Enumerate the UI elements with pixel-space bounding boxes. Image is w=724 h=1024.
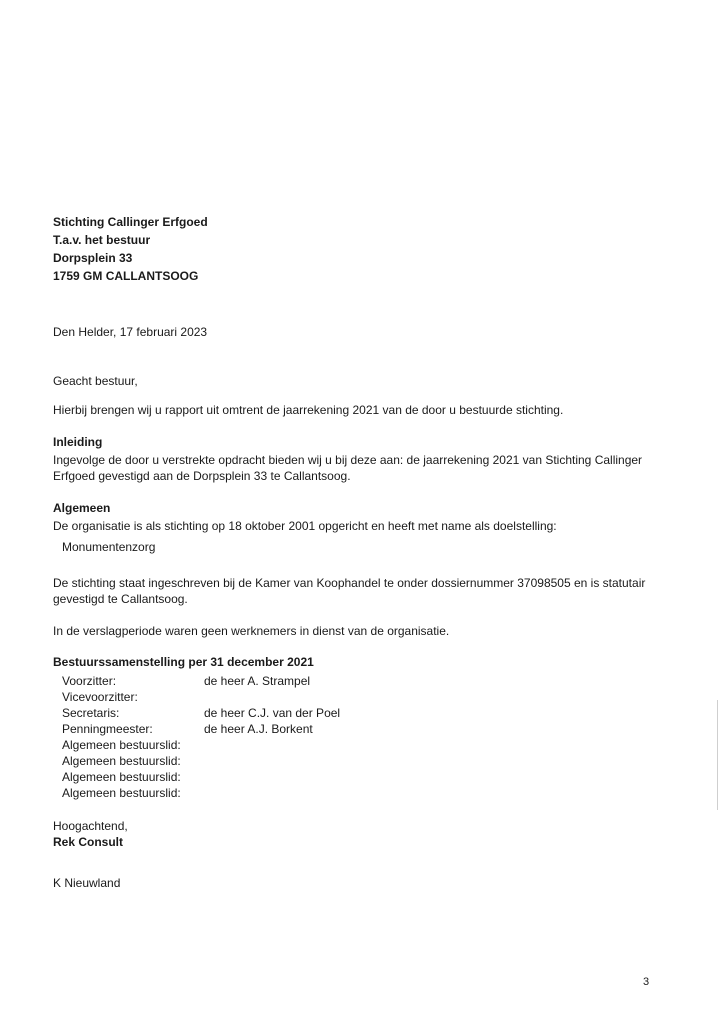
address-line-attention: T.a.v. het bestuur (53, 233, 151, 247)
board-role: Algemeen bestuurslid: (62, 786, 181, 800)
intro-paragraph: Hierbij brengen wij u rapport uit omtrent de jaarrekening 2021 van de door u bestuurde stichting. (53, 403, 564, 417)
scan-edge-mark (717, 700, 718, 810)
address-line-street: Dorpsplein 33 (53, 251, 133, 265)
board-role: Algemeen bestuurslid: (62, 738, 181, 752)
board-role: Vicevoorzitter: (62, 690, 138, 704)
registration-paragraph: De stichting staat ingeschreven bij de Kamer van Koophandel te onder dossiernummer 37098505 en is statutair gevestigd te Callantsoog. (53, 576, 646, 606)
board-row (53, 689, 673, 705)
board-row (53, 753, 673, 769)
board-role: Algemeen bestuurslid: (62, 754, 181, 768)
address-line-organization: Stichting Callinger Erfgoed (53, 215, 208, 229)
section-inleiding (53, 434, 673, 484)
board-row (53, 673, 673, 689)
page-number: 3 (643, 976, 650, 988)
section-algemeen (53, 500, 673, 555)
salutation: Geacht bestuur, (53, 374, 138, 388)
board-member-name: de heer A. Strampel (204, 674, 311, 688)
algemeen-goal: Monumentenzorg (62, 540, 156, 554)
board-row (53, 721, 673, 737)
employees-paragraph: In de verslagperiode waren geen werknemers in dienst van de organisatie. (53, 624, 450, 638)
signer-name: K Nieuwland (53, 876, 121, 890)
section-bestuur (53, 655, 673, 801)
board-role: Algemeen bestuurslid: (62, 770, 181, 784)
board-role: Penningmeester: (62, 722, 153, 736)
address-line-postal: 1759 GM CALLANTSOOG (53, 269, 199, 283)
section-heading-algemeen: Algemeen (53, 501, 111, 515)
board-member-name: de heer C.J. van der Poel (204, 706, 341, 720)
recipient-address (53, 213, 208, 285)
date-line: Den Helder, 17 februari 2023 (53, 325, 208, 339)
section-heading-inleiding: Inleiding (53, 435, 103, 449)
section-heading-bestuur: Bestuurssamenstelling per 31 december 2021 (53, 655, 314, 669)
closing (53, 818, 128, 850)
board-role: Voorzitter: (62, 674, 117, 688)
board-member-name: de heer A.J. Borkent (204, 722, 313, 736)
algemeen-text: De organisatie is als stichting op 18 oktober 2001 opgericht en heeft met name als doelstelling: (53, 519, 557, 533)
closing-company: Rek Consult (53, 835, 124, 849)
board-row (53, 785, 673, 801)
board-role: Secretaris: (62, 706, 120, 720)
closing-greeting: Hoogachtend, (53, 819, 128, 833)
board-row (53, 737, 673, 753)
inleiding-text: Ingevolge de door u verstrekte opdracht bieden wij u bij deze aan: de jaarrekening 2021 van Stichting Callinger Erfgoed gevestigd aan de Dorpsplein 33 te Callantsoog. (53, 453, 643, 483)
board-row (53, 769, 673, 785)
board-row (53, 705, 673, 721)
